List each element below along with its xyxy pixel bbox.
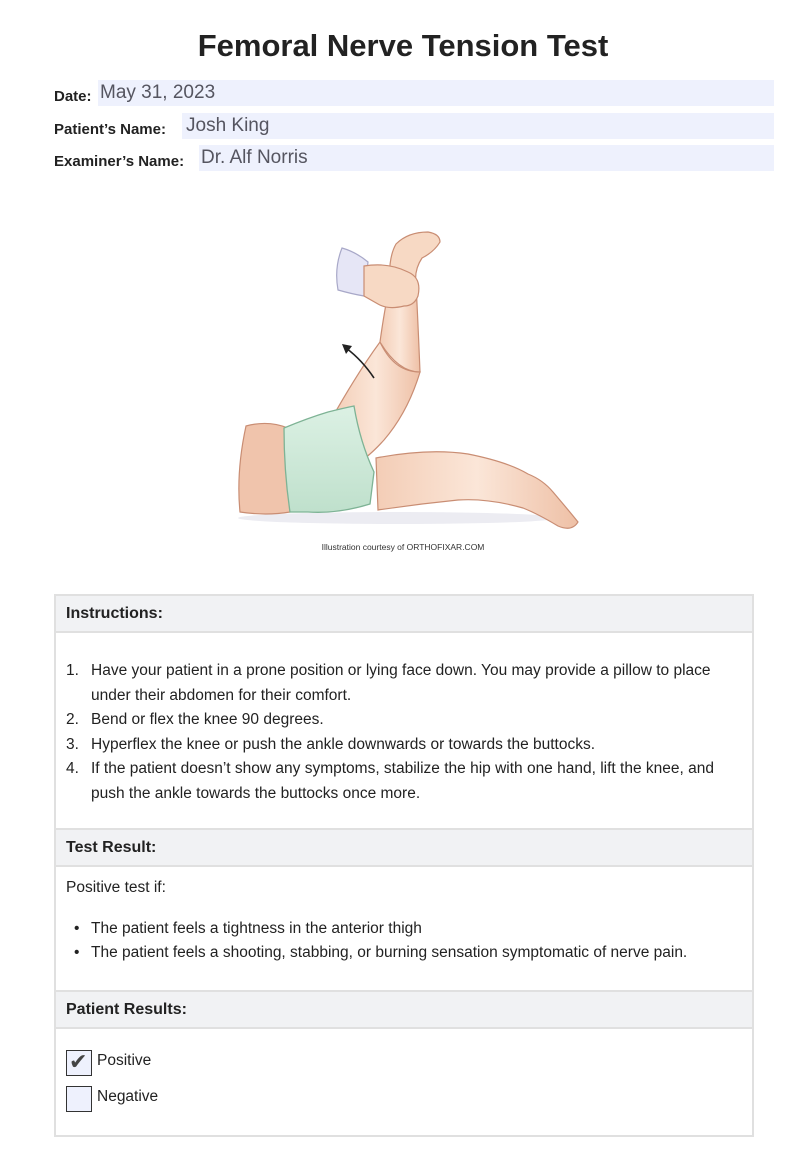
instruction-text: Bend or flex the knee 90 degrees. xyxy=(91,711,324,728)
date-label: Date: xyxy=(54,88,92,105)
criteria-text: The patient feels a shooting, stabbing, or burning sensation symptomatic of nerve pain. xyxy=(91,944,688,961)
instruction-item xyxy=(66,659,752,708)
torso-shape xyxy=(239,423,290,514)
instruction-number: 4. xyxy=(66,760,79,777)
positive-option[interactable] xyxy=(66,1050,752,1086)
floor-shadow xyxy=(238,512,558,524)
patient-name-row xyxy=(54,113,270,139)
bullet-icon: • xyxy=(74,944,80,961)
examiner-sleeve-shape xyxy=(337,248,368,296)
examiner-name-field[interactable]: Dr. Alf Norris xyxy=(199,145,774,171)
patient-results-section xyxy=(54,990,754,1137)
patient-name-field[interactable]: Josh King xyxy=(182,113,774,139)
patient-name-label: Patient’s Name: xyxy=(54,121,166,138)
positive-test-intro: Positive test if: xyxy=(66,879,166,896)
bullet-icon: • xyxy=(74,920,80,937)
criteria-item xyxy=(66,941,752,965)
instruction-number: 1. xyxy=(66,662,79,679)
positive-checkbox[interactable] xyxy=(66,1050,92,1076)
page-title: Femoral Nerve Tension Test xyxy=(197,28,609,63)
negative-label: Negative xyxy=(97,1088,159,1105)
criteria-list xyxy=(66,917,752,965)
checkmark-icon: ✔ xyxy=(69,1049,88,1074)
examiner-name-row xyxy=(54,145,308,171)
date-field[interactable]: May 31, 2023 xyxy=(98,80,774,106)
instruction-number: 3. xyxy=(66,735,79,753)
negative-option[interactable] xyxy=(66,1086,752,1122)
instruction-item xyxy=(66,733,752,758)
patient-results-heading: Patient Results: xyxy=(56,992,752,1029)
negative-checkbox[interactable] xyxy=(66,1086,92,1112)
instruction-text: Hyperflex the knee or push the ankle downwards or towards the buttocks. xyxy=(91,735,596,753)
date-row xyxy=(54,80,216,106)
femoral-nerve-test-illustration xyxy=(228,222,588,534)
test-result-heading: Test Result: xyxy=(56,830,752,867)
instructions-list xyxy=(66,659,752,806)
instruction-text: If the patient doesn’t show any symptoms, stabilize the hip with one hand, lift the knee, and push the ankle towards the buttocks once more. xyxy=(91,760,714,802)
criteria-text: The patient feels a tightness in the anterior thigh xyxy=(91,920,422,937)
test-result-section xyxy=(54,828,754,992)
positive-label: Positive xyxy=(97,1052,152,1069)
examiner-name-label: Examiner’s Name: xyxy=(54,153,185,170)
instructions-heading: Instructions: xyxy=(56,596,752,633)
instruction-item xyxy=(66,757,752,806)
instruction-text: Have your patient in a prone position or lying face down. You may provide a pillow to place under their abdomen for their comfort. xyxy=(91,662,711,704)
illustration-caption: Illustration courtesy of ORTHOFIXAR.COM xyxy=(321,542,485,552)
instruction-number: 2. xyxy=(66,711,79,728)
criteria-item xyxy=(66,917,752,941)
instructions-section xyxy=(54,594,754,830)
instruction-item xyxy=(66,708,752,733)
